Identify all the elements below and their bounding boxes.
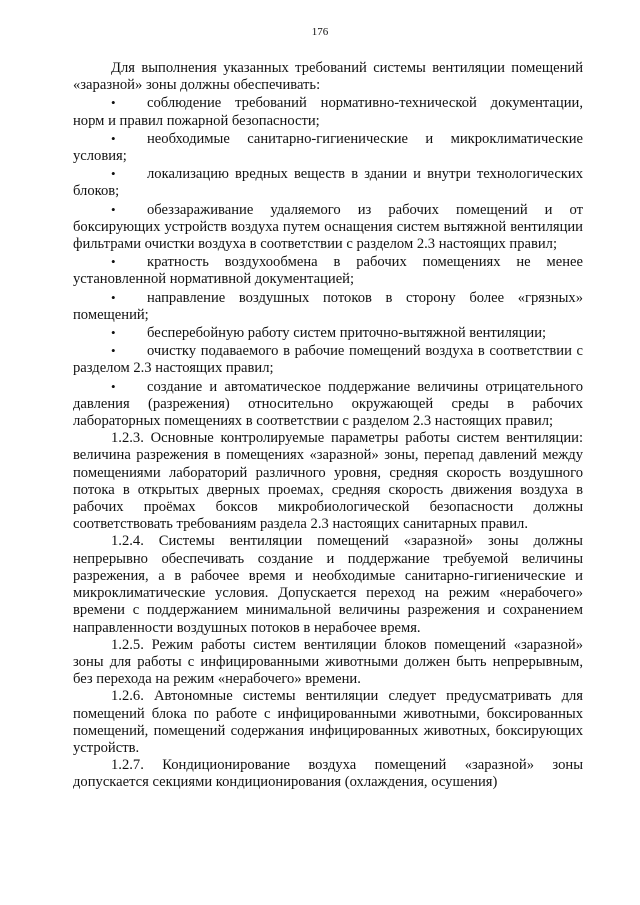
document-body bbox=[73, 60, 583, 792]
list-item-text: создание и автоматическое поддержание величины отрицательного давления (разрежения) относительно окружающей среды в рабочих лабораторных помещениях в соответствии с разделом 2.3 настоящих правил; bbox=[73, 378, 583, 430]
list-item bbox=[73, 342, 583, 377]
bullet-icon: • bbox=[111, 289, 116, 305]
list-item-text: направление воздушных потоков в сторону более «грязных» помещений; bbox=[73, 289, 583, 323]
bullet-icon: • bbox=[111, 325, 116, 341]
list-item bbox=[73, 130, 583, 165]
list-item-text: необходимые санитарно-гигиенические и микроклиматические условия; bbox=[73, 130, 583, 165]
bullet-icon: • bbox=[111, 343, 116, 359]
list-item bbox=[73, 289, 583, 324]
section-1-2-5-paragraph: 1.2.5. Режим работы систем вентиляции блоков помещений «заразной» зоны для работы с инфицированными животными должен быть непрерывным, без перехода на режим «нерабочего» времени. bbox=[73, 636, 583, 688]
requirements-list bbox=[73, 94, 583, 430]
list-item-text: бесперебойную работу систем приточно-вытяжной вентиляции; bbox=[147, 325, 547, 342]
bullet-icon: • bbox=[111, 254, 116, 270]
list-item bbox=[73, 201, 583, 254]
list-item bbox=[73, 94, 583, 129]
bullet-icon: • bbox=[111, 201, 116, 217]
list-item bbox=[73, 324, 583, 342]
bullet-icon: • bbox=[111, 130, 116, 146]
page-number: 176 bbox=[311, 26, 329, 38]
section-1-2-6-paragraph: 1.2.6. Автономные системы вентиляции следует предусматривать для помещений блока по работе с инфицированными животными, боксированных помещений, помещений содержания инфицированных животных, боксирующих устройств. bbox=[73, 688, 583, 756]
list-item bbox=[73, 378, 583, 431]
list-item-text: соблюдение требований нормативно-технической документации, норм и правил пожарной безопасности; bbox=[73, 95, 583, 129]
list-item bbox=[73, 165, 583, 200]
bullet-icon: • bbox=[111, 166, 116, 182]
section-1-2-3-paragraph: 1.2.3. Основные контролируемые параметры работы систем вентиляции: величина разрежения в помещениях «заразной» зоны, перепад давлений между помещениями лабораторий различного уровня, средняя скорость воздушного потока в открытых дверных проемах, средняя скорость движения воздуха в рабочих проёмах боксов микробиологической безопасности должны соответствовать требованиям раздела 2.3 настоящих санитарных правил. bbox=[73, 430, 583, 533]
list-item-text: локализацию вредных веществ в здании и внутри технологических блоков; bbox=[73, 166, 583, 200]
list-item-text: обеззараживание удаляемого из рабочих помещений и от боксирующих устройств воздуха путем оснащения систем вытяжной вентиляции фильтрами очистки воздуха в соответствии с разделом 2.3 настоящих правил; bbox=[73, 201, 583, 253]
section-1-2-7-paragraph: 1.2.7. Кондиционирование воздуха помещений «заразной» зоны допускается секциями кондиционирования (охлаждения, осушения) bbox=[73, 757, 583, 791]
bullet-icon: • bbox=[111, 95, 116, 111]
list-item-text: очистку подаваемого в рабочие помещений воздуха в соответствии с разделом 2.3 настоящих правил; bbox=[73, 343, 583, 377]
list-item bbox=[73, 253, 583, 288]
section-1-2-4-paragraph: 1.2.4. Системы вентиляции помещений «заразной» зоны должны непрерывно обеспечивать создание и поддержание требуемой величины разрежения, а в рабочее время и необходимые санитарно-гигиенические и микроклиматические условия. Допускается переход на режим «нерабочего» времени с поддержанием минимальной величины разрежения и сохранением направленности воздушных потоков в нерабочее время. bbox=[73, 533, 583, 636]
intro-paragraph: Для выполнения указанных требований системы вентиляции помещений «заразной» зоны должны обеспечивать: bbox=[73, 60, 583, 94]
bullet-icon: • bbox=[111, 378, 116, 394]
list-item-text: кратность воздухообмена в рабочих помещениях не менее установленной нормативной документацией; bbox=[73, 254, 583, 288]
